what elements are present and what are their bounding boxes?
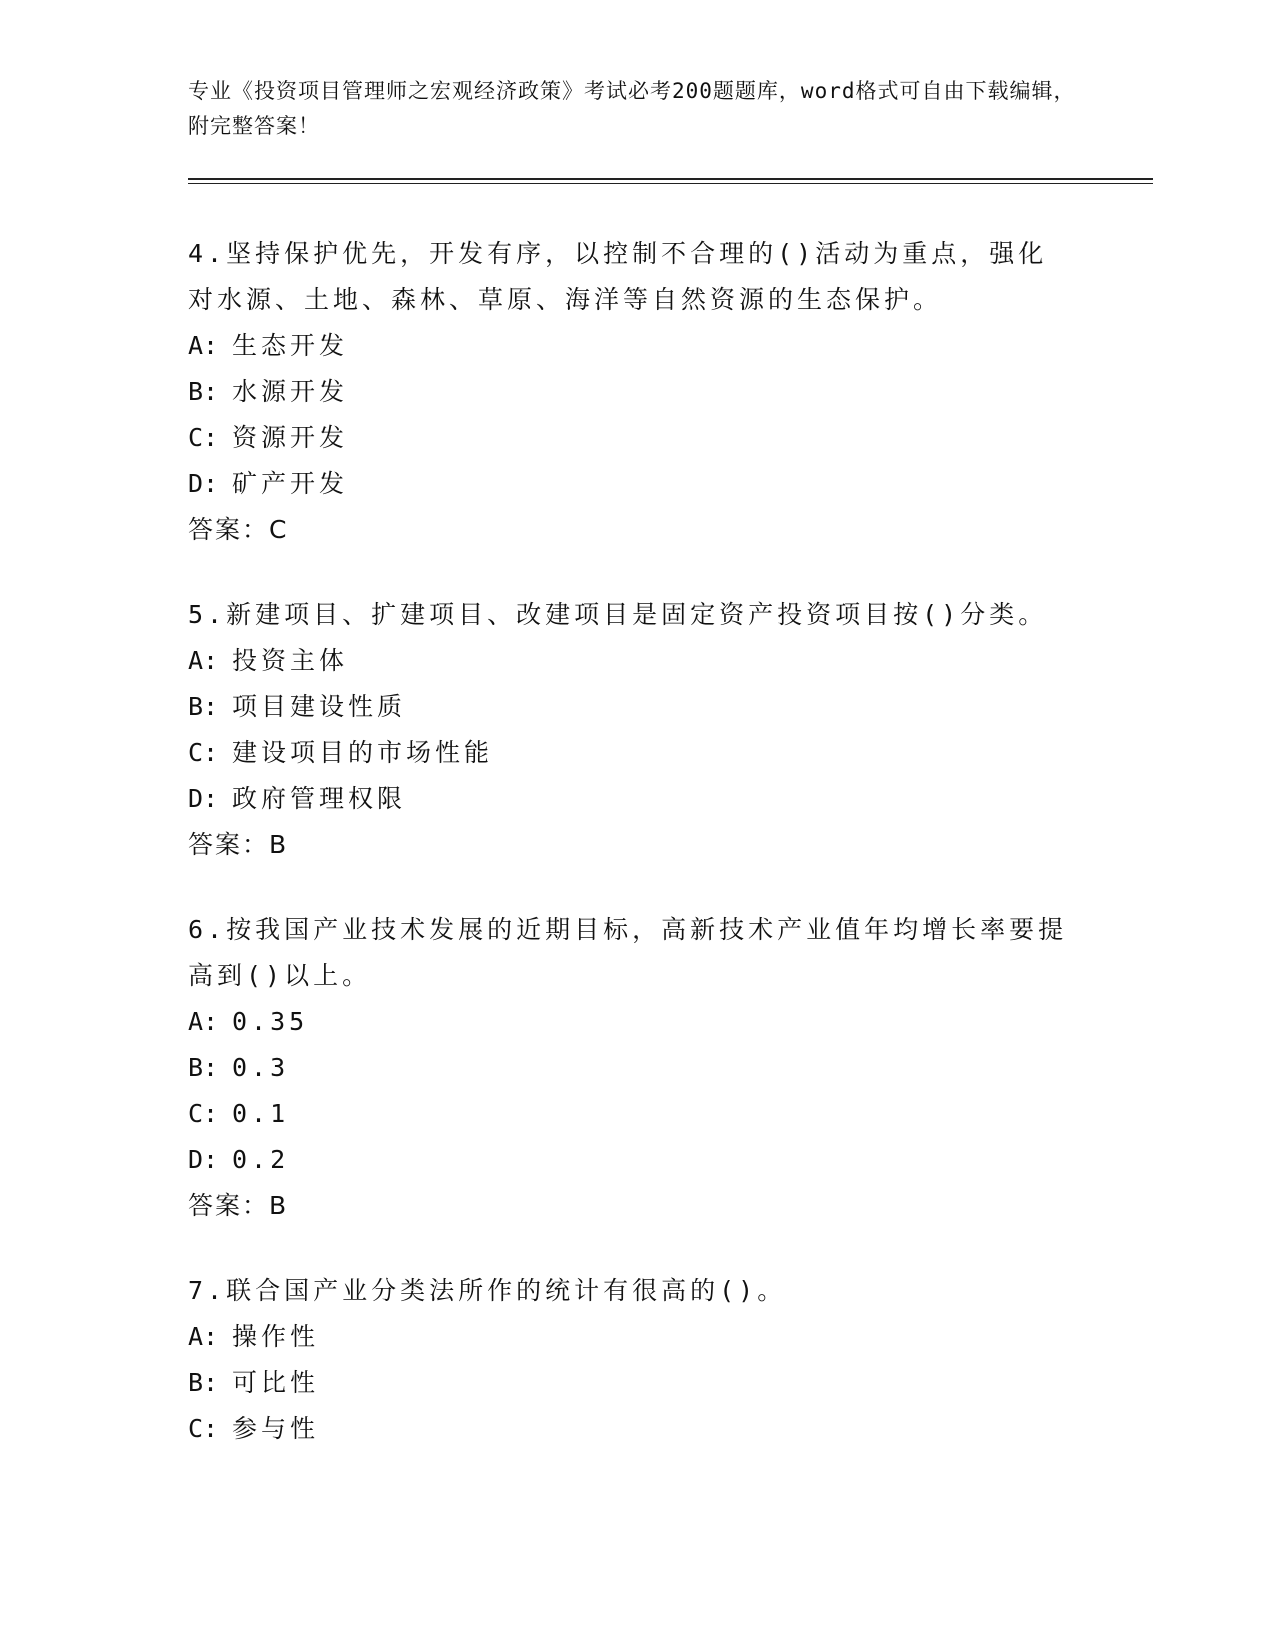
option-text: 建设项目的市场性能 [232, 738, 494, 767]
option-c [188, 415, 1068, 461]
question-text: 4.坚持保护优先，开发有序，以控制不合理的()活动为重点，强化对水源、土地、森林、草原、海洋等自然资源的生态保护。 [188, 239, 1048, 314]
option-text: 可比性 [232, 1368, 320, 1397]
option-text: 项目建设性质 [232, 692, 407, 721]
option-a [188, 999, 1068, 1045]
option-c [188, 1406, 1068, 1452]
option-key: A: [188, 1007, 219, 1036]
question-6 [188, 907, 1068, 1229]
option-a [188, 638, 1068, 684]
option-text: 水源开发 [232, 377, 349, 406]
question-list [188, 231, 1068, 1491]
option-key: C: [188, 423, 219, 452]
option-key: A: [188, 331, 219, 360]
option-key: C: [188, 1414, 219, 1443]
option-key: C: [188, 1099, 219, 1128]
answer-text: 答案：B [188, 830, 289, 859]
answer-text: 答案：C [188, 515, 289, 544]
question-text: 7.联合国产业分类法所作的统计有很高的()。 [188, 1276, 787, 1305]
option-a [188, 323, 1068, 369]
option-key: C: [188, 738, 219, 767]
question-5 [188, 592, 1068, 868]
option-key: A: [188, 1322, 219, 1351]
option-b [188, 684, 1068, 730]
answer-text: 答案：B [188, 1191, 289, 1220]
option-key: B: [188, 1053, 219, 1082]
question-7 [188, 1268, 1068, 1452]
option-text: 资源开发 [232, 423, 349, 452]
option-b [188, 1360, 1068, 1406]
option-d [188, 461, 1068, 507]
option-text: 生态开发 [232, 331, 349, 360]
option-text: 参与性 [232, 1414, 320, 1443]
option-key: B: [188, 692, 219, 721]
option-c [188, 730, 1068, 776]
option-key: D: [188, 469, 219, 498]
option-d [188, 776, 1068, 822]
option-text: 0.3 [232, 1053, 290, 1082]
option-b [188, 1045, 1068, 1091]
question-text: 5.新建项目、扩建项目、改建项目是固定资产投资项目按()分类。 [188, 600, 1048, 629]
option-text: 0.1 [232, 1099, 290, 1128]
option-text: 投资主体 [232, 646, 349, 675]
option-a [188, 1314, 1068, 1360]
option-key: D: [188, 1145, 219, 1174]
question-text: 6.按我国产业技术发展的近期目标，高新技术产业值年均增长率要提高到()以上。 [188, 915, 1068, 990]
question-4 [188, 231, 1068, 553]
header-rule-thin [188, 183, 1153, 184]
option-c [188, 1091, 1068, 1137]
option-b [188, 369, 1068, 415]
option-key: D: [188, 784, 219, 813]
document-header: 专业《投资项目管理师之宏观经济政策》考试必考200题题库，word格式可自由下载编辑，附完整答案！ [188, 79, 1076, 138]
option-text: 0.35 [232, 1007, 309, 1036]
option-key: B: [188, 1368, 219, 1397]
header-rule-thick [188, 178, 1153, 180]
option-text: 0.2 [232, 1145, 290, 1174]
option-text: 操作性 [232, 1322, 320, 1351]
option-text: 矿产开发 [232, 469, 349, 498]
option-d [188, 1137, 1068, 1183]
option-text: 政府管理权限 [232, 784, 407, 813]
option-key: B: [188, 377, 219, 406]
option-key: A: [188, 646, 219, 675]
